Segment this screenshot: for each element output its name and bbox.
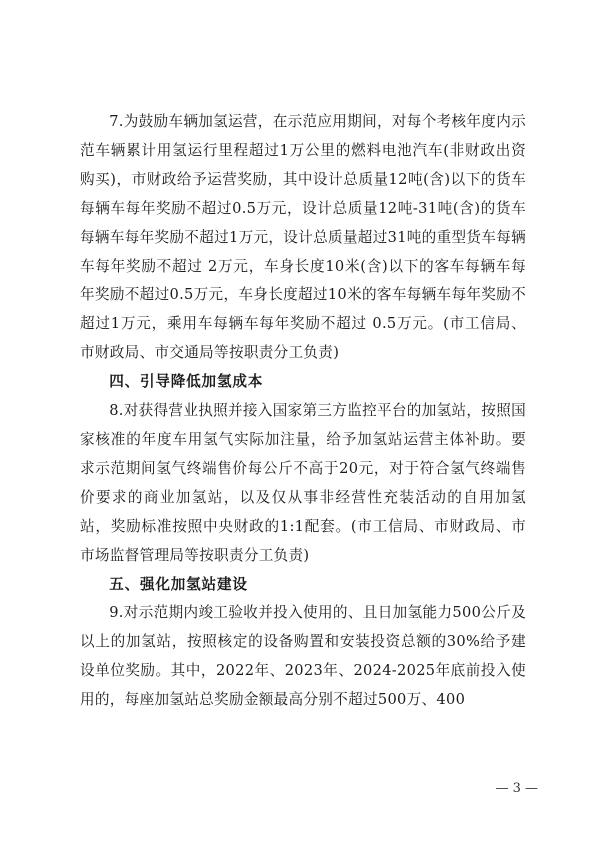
page-number: — 3 — xyxy=(495,781,538,796)
section-heading-reduce-hydrogen-cost: 四、引导降低加氢成本 xyxy=(109,373,264,391)
document-body xyxy=(80,108,526,715)
paragraph-item-8-hydrogen-station-subsidy: 8.对获得营业执照并接入国家第三方监控平台的加氢站，按照国家核准的年度车用氢气实际加注量，给予加氢站运营主体补助。要求示范期间氢气终端售价每公斤不高于20元，对于符合氢气终端售价要求的商业加氢站，以及仅从事非经营性充装活动的自用加氢站，奖励标准按照中央财政的1:1配套。(市工信局、市财政局、市市场监督管理局等按职责分工负责) xyxy=(80,402,526,564)
paragraph-item-9-construction-reward: 9.对示范期内竣工验收并投入使用的、且日加氢能力500公斤及以上的加氢站，按照核定的设备购置和安装投资总额的30%给予建设单位奖励。其中，2022年、2023年、2024-2025年底前投入使用的，每座加氢站总奖励金额最高分别不超过500万、400 xyxy=(80,604,526,709)
section-heading-strengthen-station-construction: 五、强化加氢站建设 xyxy=(109,575,248,593)
paragraph-item-7-operation-reward: 7.为鼓励车辆加氢运营，在示范应用期间，对每个考核年度内示范车辆累计用氢运行里程超过1万公里的燃料电池汽车(非财政出资购买)，市财政给予运营奖励，其中设计总质量12吨(含)以下的货车每辆车每年奖励不超过0.5万元，设计总质量12吨-31吨(含)的货车每辆车每年奖励不超过1万元，设计总质量超过31吨的重型货车每辆车每年奖励不超过 2万元，车身长度10米(含)以下的客车每辆车每年奖励不超过0.5万元，车身长度超过10米的客车每辆车每年奖励不超过1万元，乘用车每辆车每年奖励不超过 0.5万元。(市工信局、市财政局、市交通局等按职责分工负责) xyxy=(80,113,526,362)
